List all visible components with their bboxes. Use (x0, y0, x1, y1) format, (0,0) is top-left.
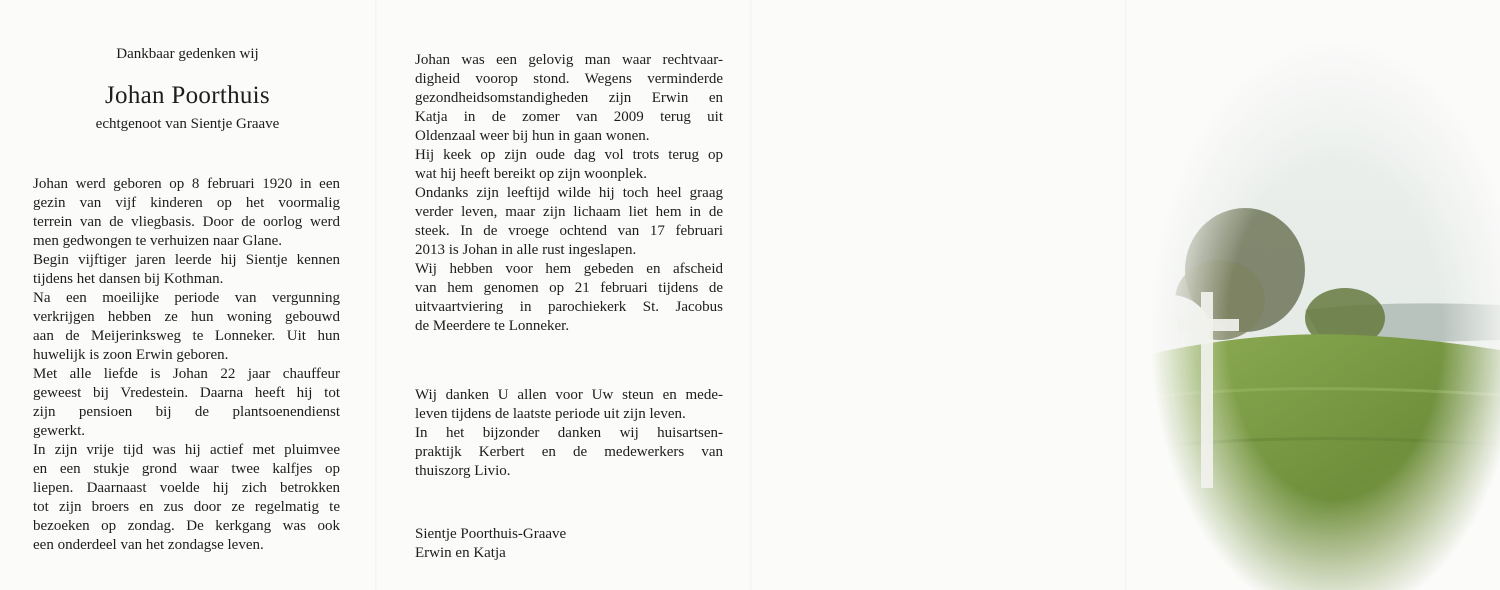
story-line: Johan was een gelovig man waar rechtvaar- (415, 52, 723, 68)
bio-line: Johan werd geboren op 8 februari 1920 in een (33, 176, 340, 192)
bio-line: zijn pensioen bij de plantsoenendienst (33, 404, 340, 420)
bio-line: Begin vijftiger jaren leerde hij Sientje kennen (33, 252, 340, 268)
bio-line: tot zijn broers en zus door ze regelmatig te (33, 499, 340, 515)
bio-line: gewerkt. (33, 423, 86, 439)
bio-line: gezin van vijf kinderen op het voormalig (33, 195, 340, 211)
thanks-line: praktijk Kerbert en de medewerkers van (415, 444, 723, 460)
thanks-line: Wij danken U allen voor Uw steun en mede- (415, 387, 723, 403)
story-line: de Meerdere te Lonneker. (415, 318, 570, 334)
story-line: van hem genomen op 21 februari tijdens de (415, 280, 723, 296)
bio-line: huwelijk is zoon Erwin geboren. (33, 347, 229, 363)
thanks-line: thuiszorg Livio. (415, 463, 511, 479)
story-line: Ondanks zijn leeftijd wilde hij toch heel graag (415, 185, 723, 201)
spouse-line: echtgenoot van Sientje Graave (95, 116, 280, 132)
landscape-with-cross-image (1125, 0, 1500, 590)
bio-line: Na een moeilijke periode van vergunning (33, 290, 340, 306)
biography-text (33, 175, 340, 555)
bio-line: liepen. Daarnaast voelde hij zich betrokken (33, 480, 340, 496)
bio-line: een onderdeel van het zondagse leven. (33, 537, 264, 553)
thanks-line: In het bijzonder danken wij huisartsen- (415, 425, 723, 441)
story-line: steek. In de vroege ochtend van 17 februari (415, 223, 723, 239)
bio-line: men gedwongen te verhuizen naar Glane. (33, 233, 283, 249)
story-text (415, 51, 723, 336)
signature-block (415, 525, 723, 563)
story-line: uitvaartviering in parochiekerk St. Jacobus (415, 299, 723, 315)
signature-line: Sientje Poorthuis-Graave (415, 526, 567, 542)
bio-line: aan de Meijerinksweg te Lonneker. Uit hun (33, 328, 340, 344)
fold-line-1 (375, 0, 377, 590)
thanks-text (415, 386, 723, 481)
intro-text: Dankbaar gedenken wij (116, 46, 259, 62)
bio-line: terrein van de vliegbasis. Door de oorlog werd (33, 214, 340, 230)
story-line: gezondheidsomstandigheden zijn Erwin en (415, 90, 723, 106)
story-line: verder leven, maar zijn lichaam liet hem in de (415, 204, 723, 220)
bio-line: Met alle liefde is Johan 22 jaar chauffeur (33, 366, 340, 382)
story-line: Hij keek op zijn oude dag vol trots terug op (415, 147, 723, 163)
bio-line: bezoeken op zondag. De kerkgang was ook (33, 518, 340, 534)
signature-line: Erwin en Katja (415, 545, 506, 561)
story-line: Katja in de zomer van 2009 terug uit (415, 109, 723, 125)
story-line: 2013 is Johan in alle rust ingeslapen. (415, 242, 637, 258)
deceased-name: Johan Poorthuis (105, 82, 270, 109)
story-line: wat hij heeft bereikt op zijn woonplek. (415, 166, 648, 182)
story-line: Oldenzaal weer bij hun in gaan wonen. (415, 128, 650, 144)
story-line: digheid voorop stond. Wegens verminderde (415, 71, 723, 87)
bio-line: geweest bij Vredestein. Daarna heeft hij tot (33, 385, 340, 401)
panel-landscape (1125, 0, 1500, 590)
bio-line: tijdens het dansen bij Kothman. (33, 271, 224, 287)
bio-line: en een stukje grond waar twee kalfjes op (33, 461, 340, 477)
bio-line: In zijn vrije tijd was hij actief met pluimvee (33, 442, 340, 458)
bio-line: verkrijgen hebben ze hun woning gebouwd (33, 309, 340, 325)
story-line: Wij hebben voor hem gebeden en afscheid (415, 261, 723, 277)
panel-blank (750, 0, 1125, 590)
thanks-line: leven tijdens de laatste periode uit zijn leven. (415, 406, 686, 422)
